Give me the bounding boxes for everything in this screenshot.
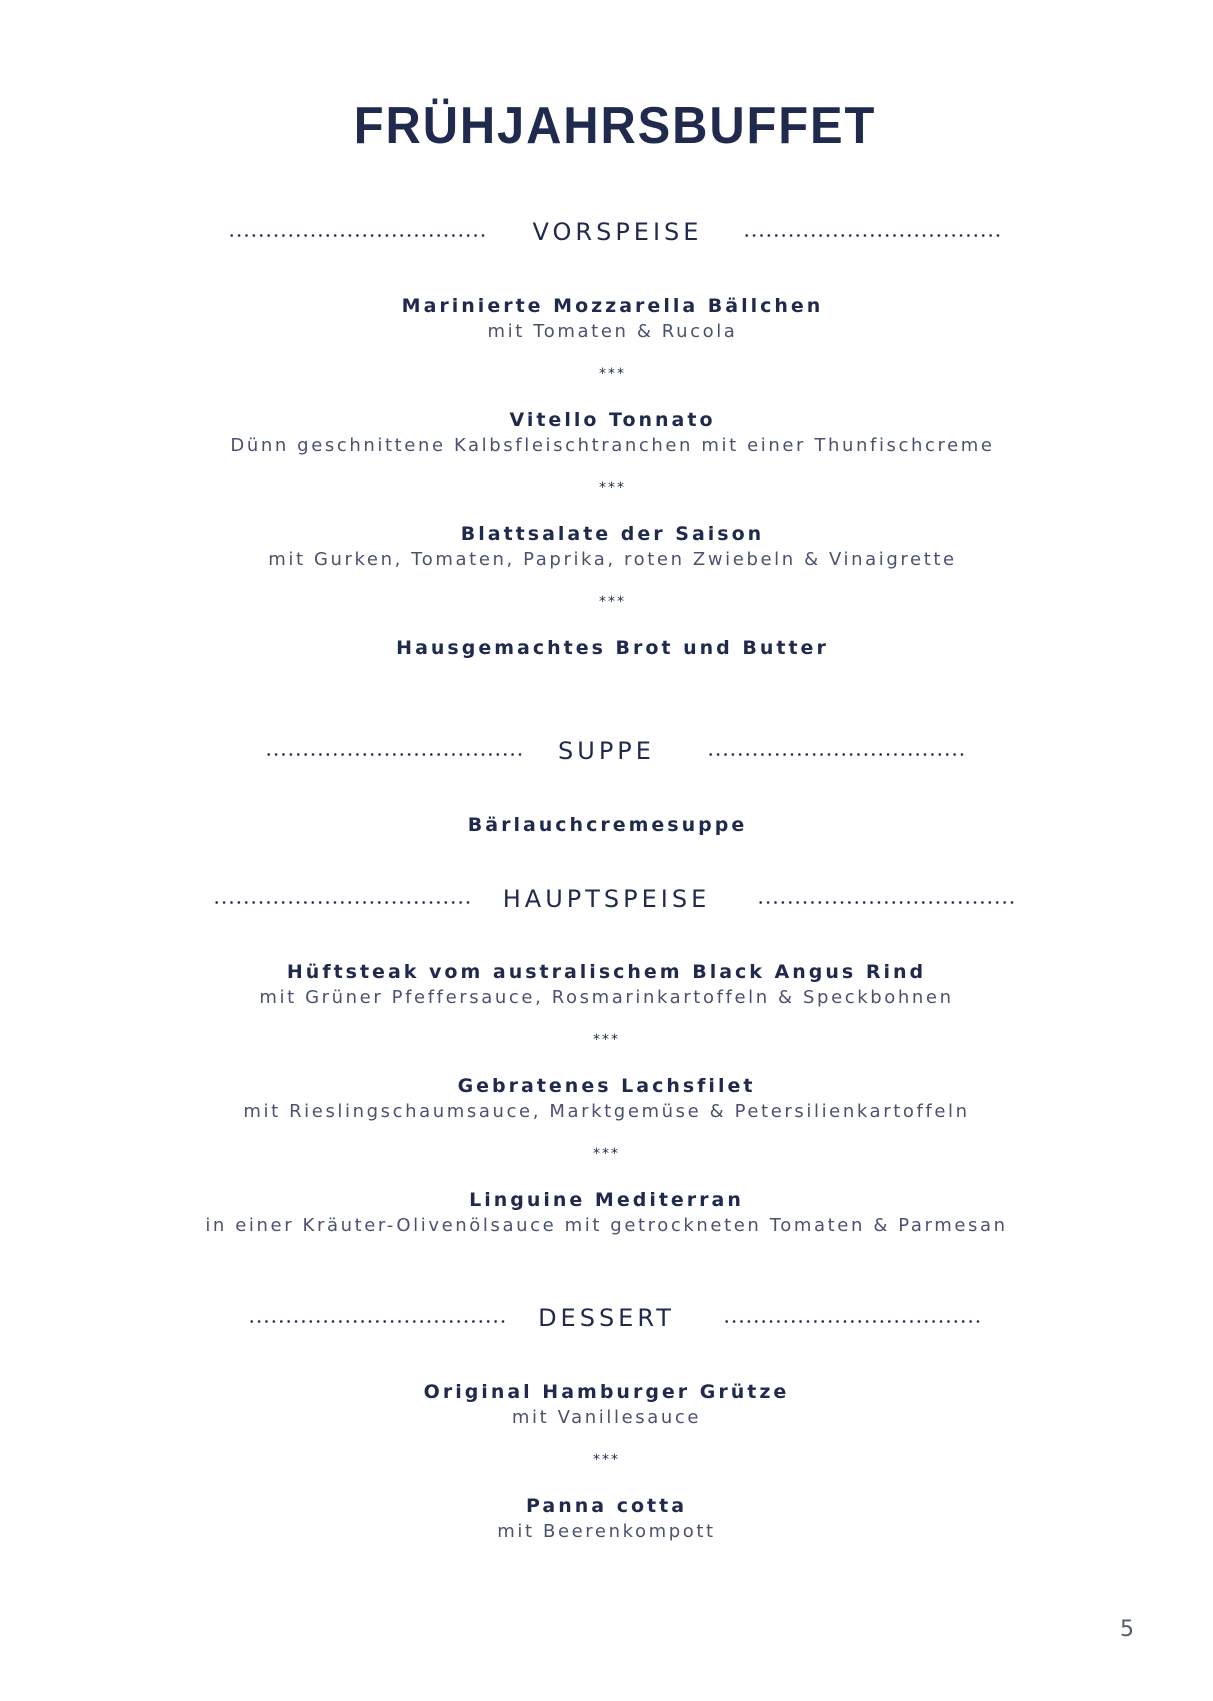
section-heading: SUPPE [558, 737, 655, 765]
dish-separator: *** [593, 1452, 620, 1468]
section-dessert [0, 1301, 1213, 1545]
dotted-divider-right [757, 901, 1015, 904]
dish-name: Marinierte Mozzarella Bällchen [401, 295, 824, 317]
dotted-divider-right [743, 234, 1001, 237]
page-title: FRÜHJAHRSBUFFET [353, 97, 877, 155]
section-hauptspeise [0, 882, 1213, 1239]
dish-item [0, 521, 1213, 573]
section-heading: HAUPTSPEISE [502, 885, 711, 913]
dish-item [0, 635, 1213, 661]
dish-name: Bärlauchcremesuppe [467, 814, 748, 836]
dish-item [0, 407, 1213, 459]
section-heading: VORSPEISE [532, 218, 703, 246]
dish-separator: *** [599, 594, 626, 610]
dish-description: mit Gurken, Tomaten, Paprika, roten Zwiebeln & Vinaigrette [268, 549, 957, 570]
dish-description: mit Grüner Pfeffersauce, Rosmarinkartoffeln & Speckbohnen [259, 987, 954, 1008]
dish-description: mit Rieslingschaumsauce, Marktgemüse & Petersilienkartoffeln [243, 1101, 970, 1122]
dish-item [0, 1493, 1213, 1545]
dish-name: Vitello Tonnato [509, 409, 716, 431]
dish-name: Gebratenes Lachsfilet [457, 1075, 756, 1097]
dish-item [0, 293, 1213, 345]
dish-name: Original Hamburger Grütze [423, 1381, 790, 1403]
dotted-divider-right [723, 1320, 981, 1323]
section-vorspeise [0, 215, 1213, 661]
dish-name: Hüftsteak vom australischem Black Angus Rind [286, 961, 927, 983]
dish-name: Linguine Mediterran [469, 1189, 744, 1211]
dotted-divider-right [707, 753, 965, 756]
dish-item [0, 812, 1213, 838]
dish-name: Hausgemachtes Brot und Butter [396, 637, 829, 659]
dish-separator: *** [593, 1146, 620, 1162]
dish-item [0, 1379, 1213, 1431]
dish-description: mit Vanillesauce [511, 1407, 702, 1428]
section-suppe [0, 734, 1213, 838]
dish-separator: *** [599, 366, 626, 382]
dish-separator: *** [599, 480, 626, 496]
section-header-dessert [0, 1301, 1213, 1335]
dish-item [0, 959, 1213, 1011]
dish-name: Panna cotta [525, 1495, 688, 1517]
page-number: 5 [1120, 1617, 1134, 1642]
section-header-suppe [0, 734, 1213, 768]
section-heading: DESSERT [538, 1304, 675, 1332]
dish-description: mit Tomaten & Rucola [487, 321, 738, 342]
dish-description: mit Beerenkompott [497, 1521, 716, 1542]
dish-description: in einer Kräuter-Olivenölsauce mit getrockneten Tomaten & Parmesan [205, 1215, 1008, 1236]
dish-item [0, 1073, 1213, 1125]
section-header-vorspeise [0, 215, 1213, 249]
dish-separator: *** [593, 1032, 620, 1048]
dish-name: Blattsalate der Saison [460, 523, 765, 545]
section-header-hauptspeise [0, 882, 1213, 916]
dish-description: Dünn geschnittene Kalbsfleischtranchen mit einer Thunfischcreme [230, 435, 995, 456]
dish-item [0, 1187, 1213, 1239]
